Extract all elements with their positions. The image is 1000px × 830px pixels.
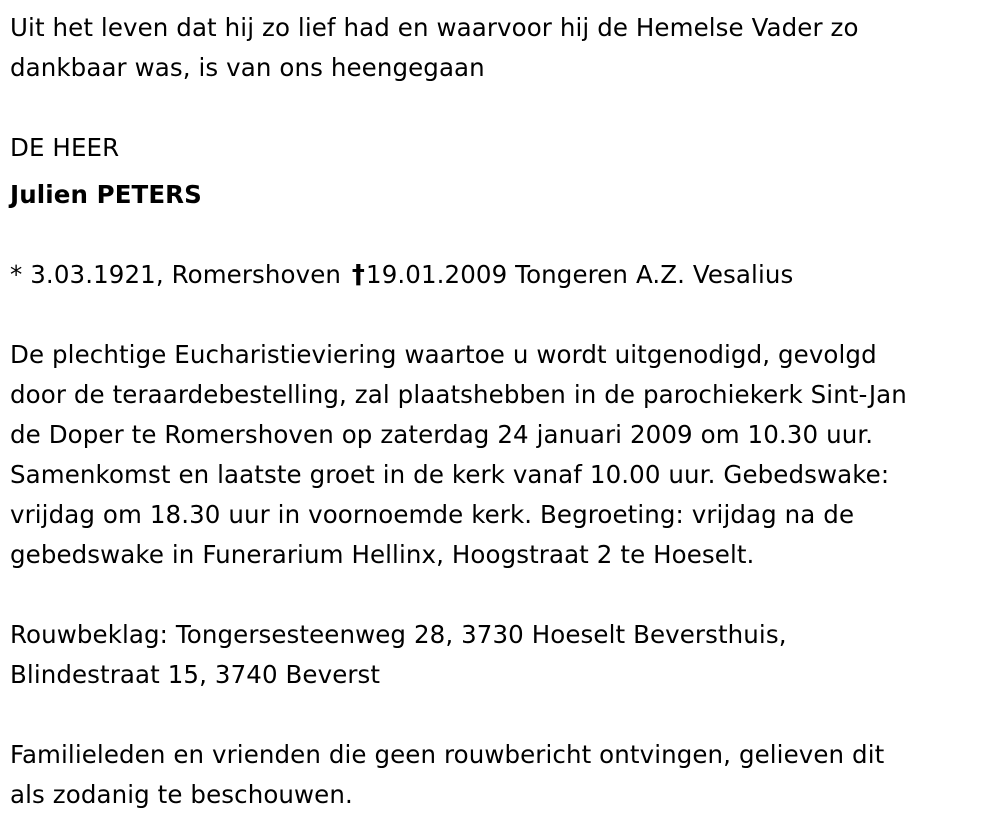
intro-paragraph bbox=[10, 8, 990, 88]
dates-line bbox=[10, 255, 990, 295]
deceased-title: DE HEER bbox=[10, 133, 120, 162]
closing-line: als zodanig te beschouwen. bbox=[10, 780, 353, 809]
death-info: 19.01.2009 Tongeren A.Z. Vesalius bbox=[366, 260, 794, 289]
condolences-line: Rouwbeklag: Tongersesteenweg 28, 3730 Hoeselt Beversthuis, bbox=[10, 620, 787, 649]
ceremony-line: De plechtige Eucharistieviering waartoe u wordt uitgenodigd, gevolgd bbox=[10, 340, 877, 369]
ceremony-line: de Doper te Romershoven op zaterdag 24 januari 2009 om 10.30 uur. bbox=[10, 420, 874, 449]
condolences-paragraph bbox=[10, 615, 990, 695]
cross-icon: † bbox=[351, 260, 366, 290]
closing-line: Familieleden en vrienden die geen rouwbericht ontvingen, gelieven dit bbox=[10, 740, 885, 769]
deceased-name: Julien PETERS bbox=[10, 180, 202, 209]
ceremony-line: Samenkomst en laatste groet in de kerk vanaf 10.00 uur. Gebedswake: bbox=[10, 460, 890, 489]
ceremony-paragraph bbox=[10, 335, 990, 575]
intro-line: dankbaar was, is van ons heengegaan bbox=[10, 53, 485, 82]
condolences-line: Blindestraat 15, 3740 Beverst bbox=[10, 660, 381, 689]
ceremony-line: door de teraardebestelling, zal plaatshebben in de parochiekerk Sint-Jan bbox=[10, 380, 907, 409]
deceased-block bbox=[10, 128, 990, 215]
birth-info: * 3.03.1921, Romershoven bbox=[10, 260, 342, 289]
intro-line: Uit het leven dat hij zo lief had en waarvoor hij de Hemelse Vader zo bbox=[10, 13, 859, 42]
ceremony-line: gebedswake in Funerarium Hellinx, Hoogstraat 2 te Hoeselt. bbox=[10, 540, 755, 569]
ceremony-line: vrijdag om 18.30 uur in voornoemde kerk. Begroeting: vrijdag na de bbox=[10, 500, 855, 529]
closing-paragraph bbox=[10, 735, 990, 815]
